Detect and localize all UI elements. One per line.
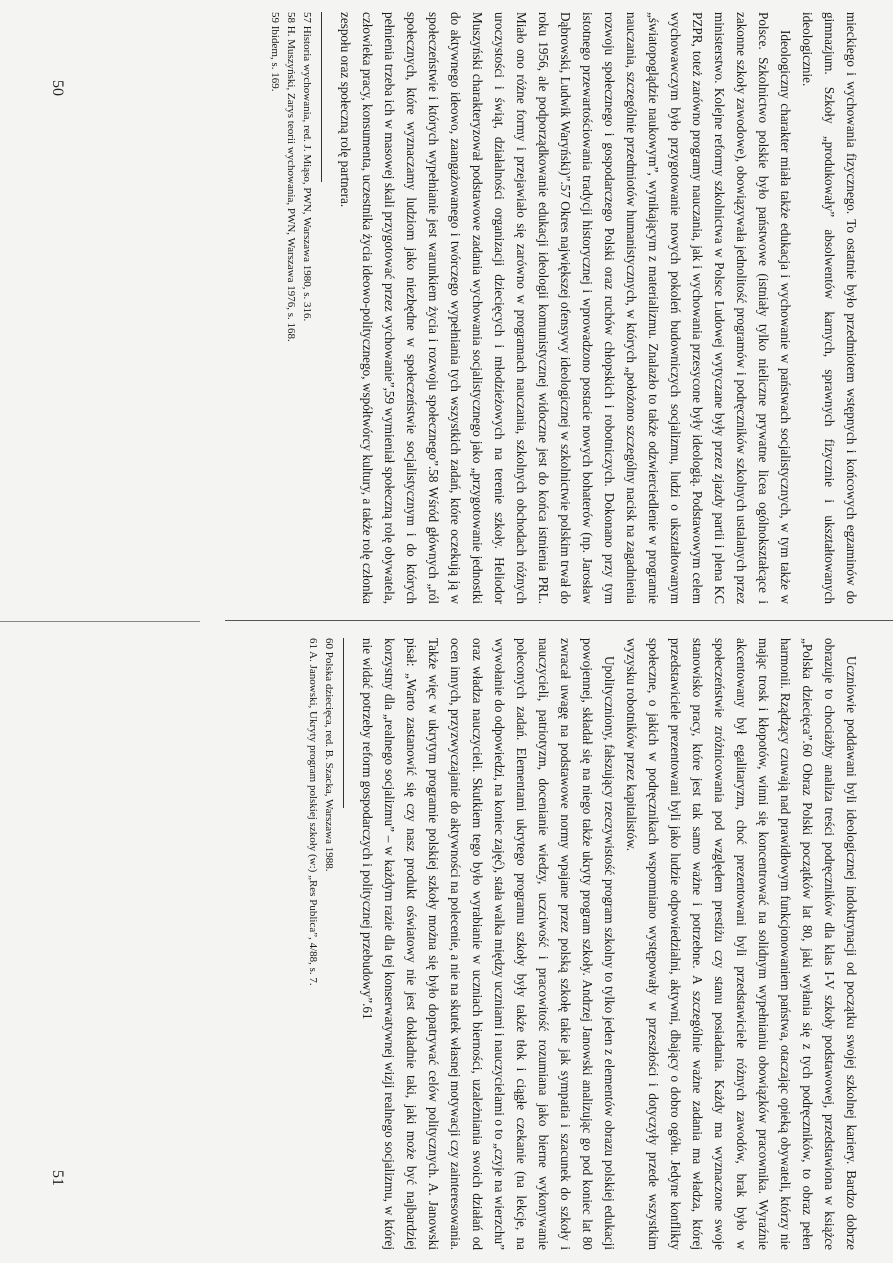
footnote-rule <box>321 12 322 182</box>
page-51-footnotes <box>305 638 337 1250</box>
footnote-61: 61 A. Janowski, Ukryty program polskiej szkoły (w:) „Res Publica”, 4/88, s. 7. <box>307 638 319 986</box>
page-50-block <box>102 12 862 604</box>
footnote-59: 59 Ibidem, s. 169. <box>269 12 281 92</box>
page-51-block <box>102 638 862 1250</box>
page-51-paragraph-1: Uczniowie poddawani byli ideologicznej indoktrynacji od początku swojej szkolnej kariery. Bardzo dobrze obrazuje to chociażby analiza treści podręczników dla klas I-V szkoły podstawowej, przedstawiona w książce „Polska dziecięca”.60 Obraz Polski początków lat 80, jaki wyłania się z tych podręczników, to obraz pełen harmonii. Rządzący czuwają nad prawidłowym funkcjonowaniem państwa, otaczając opieką obywateli, którzy nie mając trosk i kłopotów, winni się koncentrować na solidnym wypełnianiu obowiązków pracownika. Wyraźnie akcentowany był egalitaryzm, choć prezentowani byli przedstawiciele różnych zawodów, brak było w społeczeństwie zróżnicowania pod względem prestiżu czy stanu posiadania. Każdy ma wyznaczone swoje stanowisko pracy, które jest tak samo ważne i potrzebne. A szczególnie ważne zadania ma władza, której przedstawiciele prezentowani byli jako ludzie odpowiedzialni, aktywni, dbający o dobro ogółu. Jedyne konflikty społeczne, o jakich w podręcznikach wspomniano występowały w przeszłości i dotyczyły przede wszystkim wyzysku robotników przez kapitalistów. <box>624 638 859 1250</box>
footnote-rule-51 <box>343 638 344 808</box>
page-50-footnotes <box>267 12 315 604</box>
page-divider-short <box>0 621 200 622</box>
page-51-body <box>356 638 862 1250</box>
page-51-paragraph-2: Upolityczniony, fałszujący rzeczywistość program szkolny to tylko jeden z elementów obrazu polskiej edukacji powojennej, składał się na niego także ukryty program szkoły. Andrzej Janowski analizując go pod koniec lat 80 zwracał uwagę na podstawowe normy wpajane przez polską szkołę takie jak sympatia i szacunek do szkoły i nauczycieli, patriotyzm, docenianie wiedzy, uczciwość i pracowitość rozumiana jako bierne wykonywanie poleconych zadań. Elementami ukrytego programu szkoły były także tłok i ciągłe czekanie (na lekcje, na wywołanie do odpowiedzi, na koniec zajęć), stała walka między uczniami i nauczycielami o to „czyje na wierzchu” oraz władza nauczycieli. Skutkiem tego było wyrabianie w uczniach bierności, uzależniania swoich działań od ocen innych, przyzwyczajanie do aktywności na polecenie, a nie na skutek własnej motywacji czy zainteresowania. Także więc w ukrytym programie polskiej szkoły można się było dopatrywać celów politycznych. A. Janowski pisał: „Warto zastanowić się czy nasz produkt oświatowy nie jest dokładnie taki, jaki może być najbardziej korzystny dla „realnego socjalizmu” – w każdym razie dla tej konserwatywnej wizji realnego socjalizmu, w której nie widać potrzeby reform gospodarczych i politycznej przebudowy”.61 <box>360 638 617 1250</box>
page-50-paragraph-1: mieckiego i wychowania fizycznego. To ostatnie było przedmiotem wstępnych i końcowych egzaminów do gimnazjum. Szkoły „produkowały” absolwentów karnych, sprawnych fizycznie i ukształtowanych ideologicznie. <box>800 12 859 604</box>
footnote-58: 58 H. Muszyński, Zarys teorii wychowania, PWN, Warszawa 1976, s. 168. <box>285 12 297 342</box>
page-50-body <box>334 12 862 604</box>
page-number-51: 51 <box>49 1170 66 1186</box>
page-divider <box>225 620 893 621</box>
page-50-paragraph-2: Ideologiczny charakter miała także edukacja i wychowanie w państwach socjalistycznych, w tym także w Polsce. Szkolnictwo polskie było państwowe (istniały tylko nieliczne prywatne licea ogólnokształcące i zakonne szkoły zawodowe), obowiązywała jednolitość programów i podręczników szkolnych ustalanych przez ministerstwo. Kolejne reformy szkolnictwa w Polsce Ludowej wytyczane były przez zjazdy partii i plena KC PZPR, toteż zarówno programy nauczania, jak i wychowania przesycone były ideologią. Podstawowym celem wychowawczym było przygotowanie nowych pokoleń budowniczych socjalizmu, ludzi o ukształtowanym „światopoglądzie naukowym”, wynikającym z materializmu. Znalazło to także odzwierciedlenie w programie nauczania, szczególnie przedmiotów humanistycznych, w których „położono szczególny nacisk na zagadnienia rozwoju społecznego i gospodarczego Polski oraz ruchów chłopskich i robotniczych. Dokonano przy tym istotnego przewartościowania tradycji historycznej i wprowadzono postacie nowych bohaterów (np. Jarosław Dąbrowski, Ludwik Waryński)”.57 Okres największej ofensywy ideologicznej w szkolnictwie polskim trwał do roku 1956, ale podporządkowanie edukacji ideologii komunistycznej widoczne jest do końca istnienia PRL. Miało ono różne formy i przejawiało się zarówno w programach nauczania, szkolnych obchodach różnych uroczystości i świąt, działalności organizacji dziecięcych i młodzieżowych na terenie szkoły. Heliodor Muszyński charakteryzował podstawowe zadania wychowania socjalistycznego jako „przygotowanie jednostki do aktywnego ideowo, zaangażowanego i twórczego wypełniania tych wszystkich zadań, które oczekują ją w społeczeństwie i których wypełnianie jest warunkiem życia i rozwoju społecznego”.58 Wśród głównych „ról społecznych, które wyznaczamy ludziom jako niezbędne w społeczeństwie socjalistycznym i do których pełnienia trzeba ich w masowej skali przygotować przez wychowanie”,59 wymieniał społeczną rolę obywatela, człowieka pracy, konsumenta, uczestnika życia ideowo-politycznego, współtwórcy kultury, a także rolę członka zespołu oraz społeczną rolę partnera. <box>338 12 793 604</box>
page-number-50: 50 <box>49 80 66 96</box>
footnote-60: 60 Polska dziecięca, red. B. Szacka, Warszawa 1988. <box>323 638 335 872</box>
footnote-57: 57 Historia wychowania, red. J. Miąso, PWN, Warszawa 1980, s. 316. <box>301 12 313 322</box>
